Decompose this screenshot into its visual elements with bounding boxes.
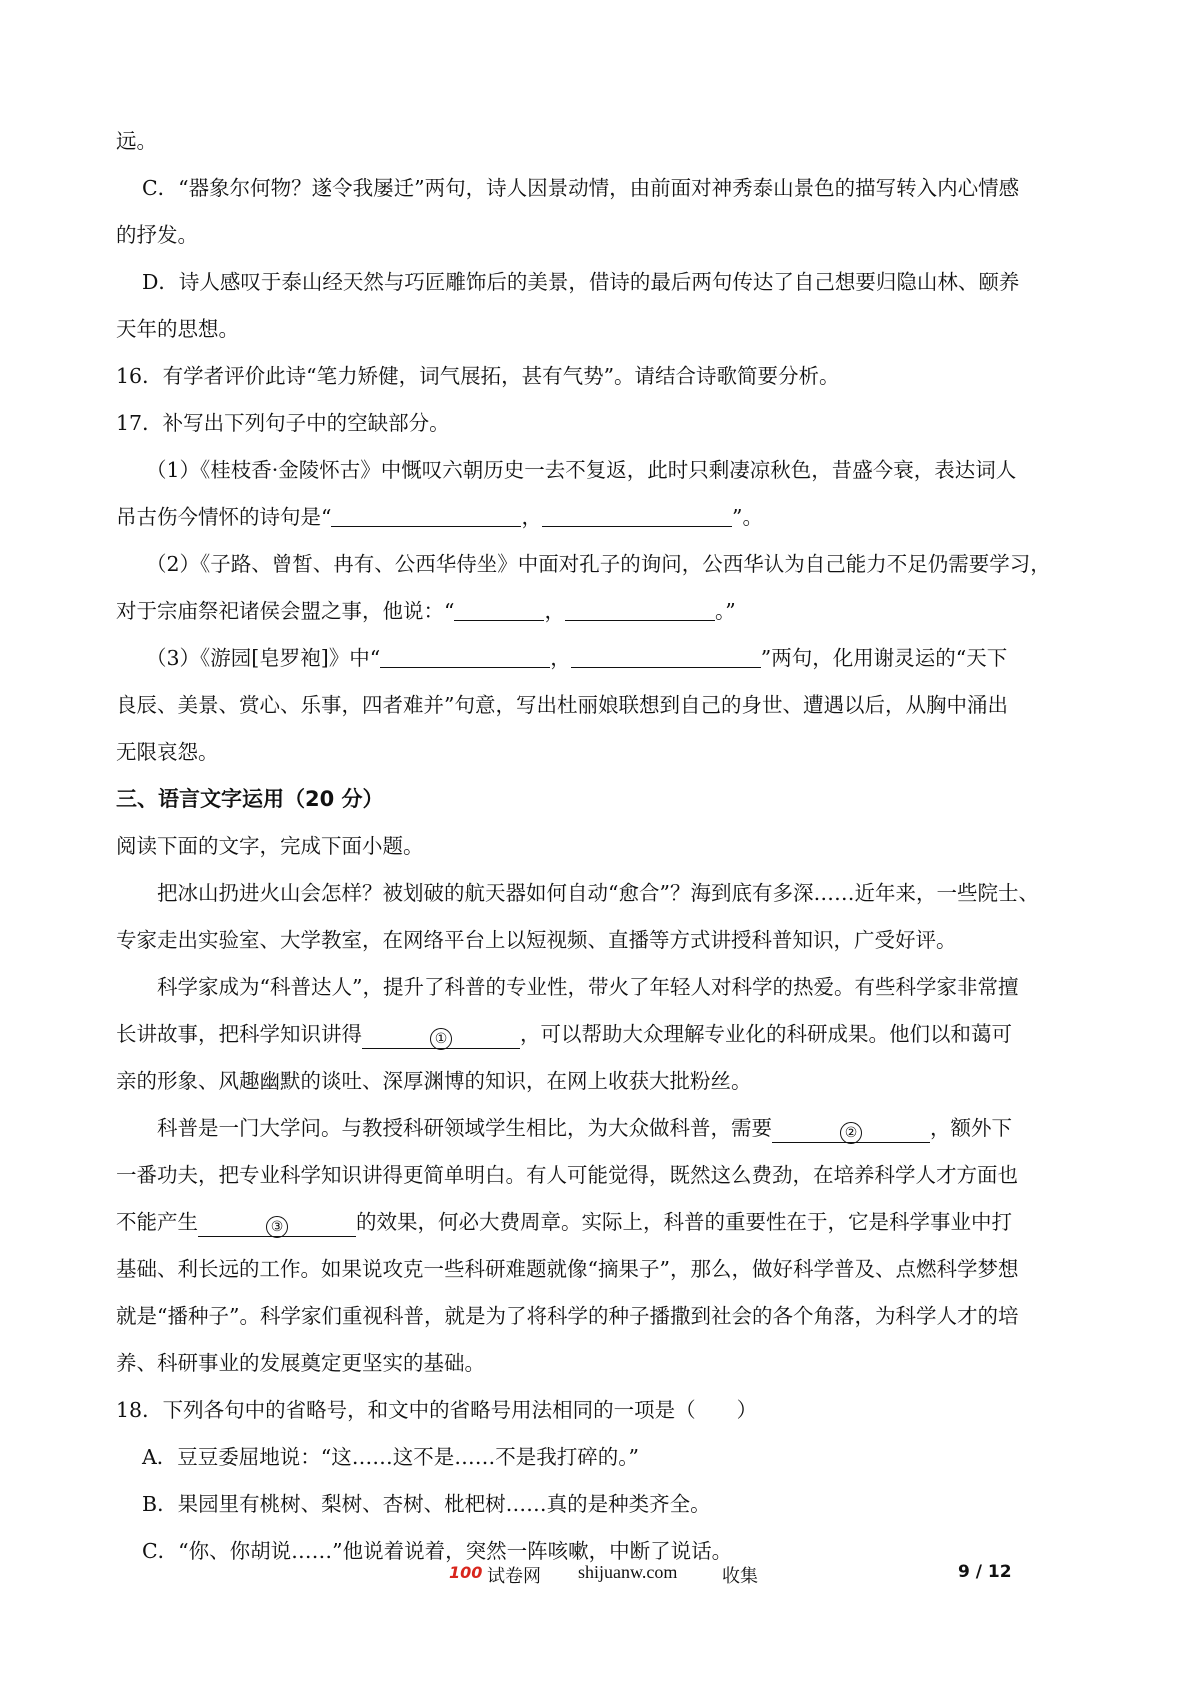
- passage-line: 基础、利长远的工作。如果说攻克一些科研难题就像“摘果子”，那么，做好科学普及、点燃科学梦想: [116, 1257, 1019, 1281]
- marker-1: ①: [430, 1028, 452, 1050]
- passage-line: 专家走出实验室、大学教室，在网络平台上以短视频、直播等方式讲授科普知识，广受好评。: [116, 928, 957, 952]
- passage-line: 不能产生 ③ 的效果，何必大费周章。实际上，科普的重要性在于，它是科学事业中打: [116, 1199, 1076, 1246]
- text-line: 无限哀怨。: [116, 740, 219, 764]
- site-name: 试卷网: [487, 1566, 541, 1587]
- fill-blank: [565, 598, 715, 621]
- text-line: 良辰、美景、赏心、乐事，四者难并”句意，写出杜丽娘联想到自己的身世、遭遇以后，从胸中涌出: [116, 693, 1008, 717]
- passage-line: 长讲故事，把科学知识讲得 ① ，可以帮助大众理解专业化的科研成果。他们以和蔼可: [116, 1011, 1076, 1058]
- passage-line: 把冰山扔进火山会怎样？被划破的航天器如何自动“愈合”？海到底有多深……近年来，一些院士、: [157, 881, 1039, 905]
- option-c: C．“你、你胡说……”他说着说着，突然一阵咳嗽，中断了说话。: [142, 1539, 733, 1563]
- fill-blank: [571, 645, 761, 668]
- question-16: 16．有学者评价此诗“笔力矫健，词气展拓，甚有气势”。请结合诗歌简要分析。: [116, 364, 840, 388]
- passage-line: 科学家成为“科普达人”，提升了科普的专业性，带火了年轻人对科学的热爱。有些科学家非常擅: [157, 975, 1019, 999]
- question-17: 17．补写出下列句子中的空缺部分。: [116, 411, 450, 435]
- passage-line: 亲的形象、风趣幽默的谈吐、深厚渊博的知识，在网上收获大批粉丝。: [116, 1069, 752, 1093]
- passage-line: 就是“播种子”。科学家们重视科普，就是为了将科学的种子播撒到社会的各个角落，为科学人才的培: [116, 1304, 1019, 1328]
- passage-line: 一番功夫，把专业科学知识讲得更简单明白。有人可能觉得，既然这么费劲，在培养科学人才方面也: [116, 1163, 1018, 1187]
- page-content: [116, 118, 1076, 1575]
- section-heading: 三、语言文字运用（20 分）: [116, 787, 384, 811]
- passage-line: 养、科研事业的发展奠定更坚实的基础。: [116, 1351, 485, 1375]
- marker-3: ③: [266, 1216, 288, 1238]
- page-number: 9 / 12: [958, 1562, 1012, 1582]
- fill-blank: [454, 598, 544, 621]
- text-line: 天年的思想。: [116, 317, 239, 341]
- text-line: 远。: [116, 129, 157, 153]
- option-b: B．果园里有桃树、梨树、杏树、枇杷树……真的是种类齐全。: [142, 1492, 711, 1516]
- fill-blank-3: [198, 1214, 356, 1237]
- sub-question-3: （3）《游园[皂罗袍]》中“ ， ”两句，化用谢灵运的“天下: [146, 646, 1008, 670]
- text-line: 吊古伤今情怀的诗句是“ ， ”。: [116, 505, 763, 529]
- text-line: 的抒发。: [116, 223, 198, 247]
- passage-line: 科普是一门大学问。与教授科研领域学生相比，为大众做科普，需要 ② ，额外下: [116, 1105, 1076, 1152]
- fill-blank-2: [772, 1120, 930, 1143]
- option-a: A．豆豆委屈地说：“这……这不是……不是我打碎的。”: [142, 1445, 640, 1469]
- text-line: 对于宗庙祭祀诸侯会盟之事，他说：“ ， 。”: [116, 599, 736, 623]
- collect-label: 收集: [722, 1566, 758, 1587]
- sub-question-2: （2）《子路、曾皙、冉有、公西华侍坐》中面对孔子的询问，公西华认为自己能力不足仍需要学习，: [146, 552, 1051, 576]
- instruction: 阅读下面的文字，完成下面小题。: [116, 834, 424, 858]
- fill-blank: [380, 645, 550, 668]
- page-footer: [0, 1560, 1191, 1590]
- fill-blank: [331, 504, 521, 527]
- option-c: C．“器象尔何物？遂令我屡迁”两句，诗人因景动情，由前面对神秀泰山景色的描写转入内心情感: [142, 176, 1020, 200]
- site-logo: 100: [449, 1563, 483, 1582]
- marker-2: ②: [840, 1122, 862, 1144]
- fill-blank-1: [362, 1026, 520, 1049]
- fill-blank: [542, 504, 732, 527]
- question-18: 18．下列各句中的省略号，和文中的省略号用法相同的一项是（ ）: [116, 1398, 758, 1422]
- site-url[interactable]: shijuanw.com: [578, 1562, 678, 1582]
- sub-question-1: （1）《桂枝香·金陵怀古》中慨叹六朝历史一去不复返，此时只剩凄凉秋色，昔盛今衰，表达词人: [146, 458, 1017, 482]
- option-d: D．诗人感叹于泰山经天然与巧匠雕饰后的美景，借诗的最后两句传达了自己想要归隐山林、颐养: [142, 270, 1020, 294]
